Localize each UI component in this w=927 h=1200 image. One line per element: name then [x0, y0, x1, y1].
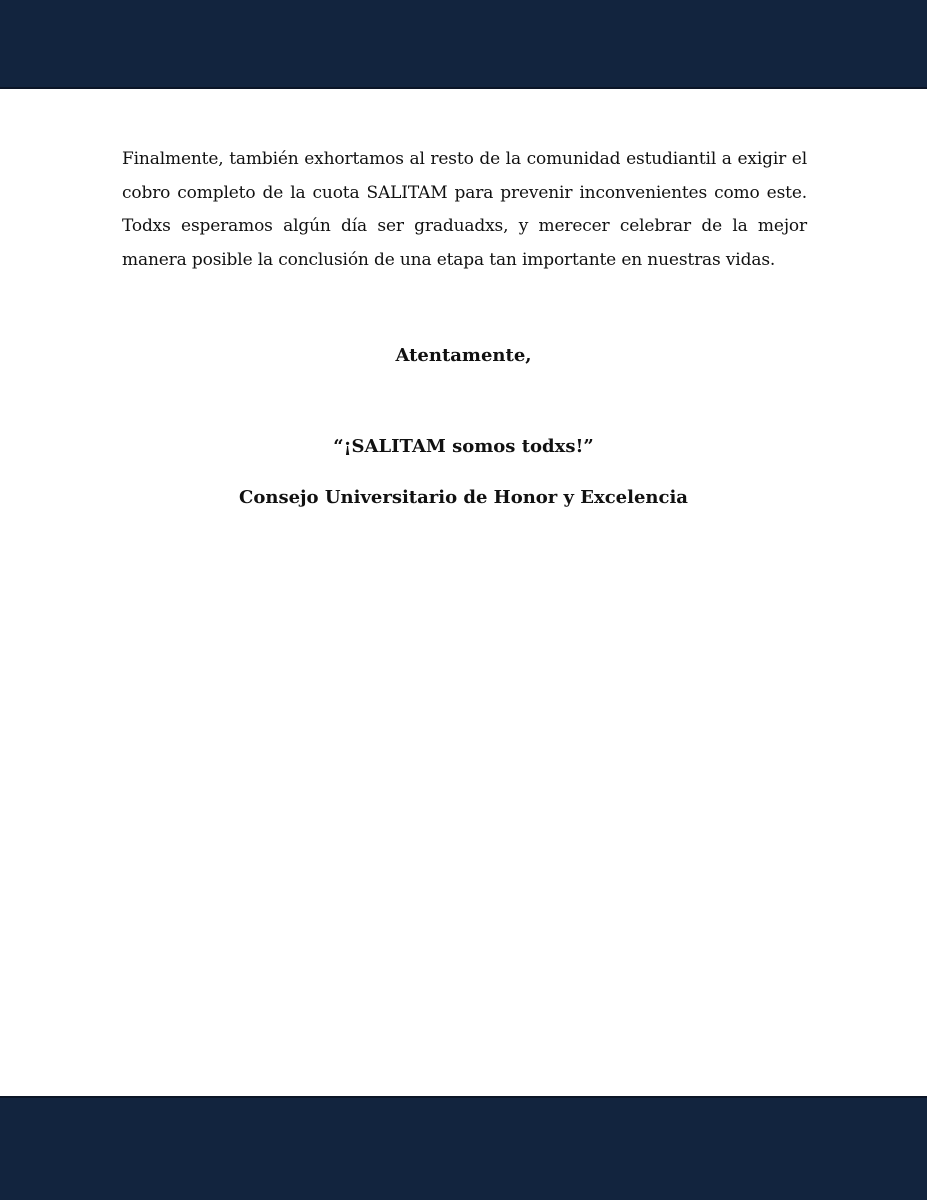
motto-line: “¡SALITAM somos todxs!” [333, 436, 594, 457]
signature-line: Consejo Universitario de Honor y Excelencia [239, 487, 688, 508]
body-paragraph: Finalmente, también exhortamos al resto de la comunidad estudiantil a exigir el cobro completo de la cuota SALITAM para prevenir inconvenientes como este. Todxs esperamos algún día ser graduadxs, y merecer celebrar de la mejor manera posible la conclusión de una etapa tan importante en nuestras vidas. [122, 149, 807, 270]
top-header-band [0, 0, 927, 89]
bottom-footer-band [0, 1096, 927, 1200]
closing-line: Atentamente, [395, 345, 532, 366]
